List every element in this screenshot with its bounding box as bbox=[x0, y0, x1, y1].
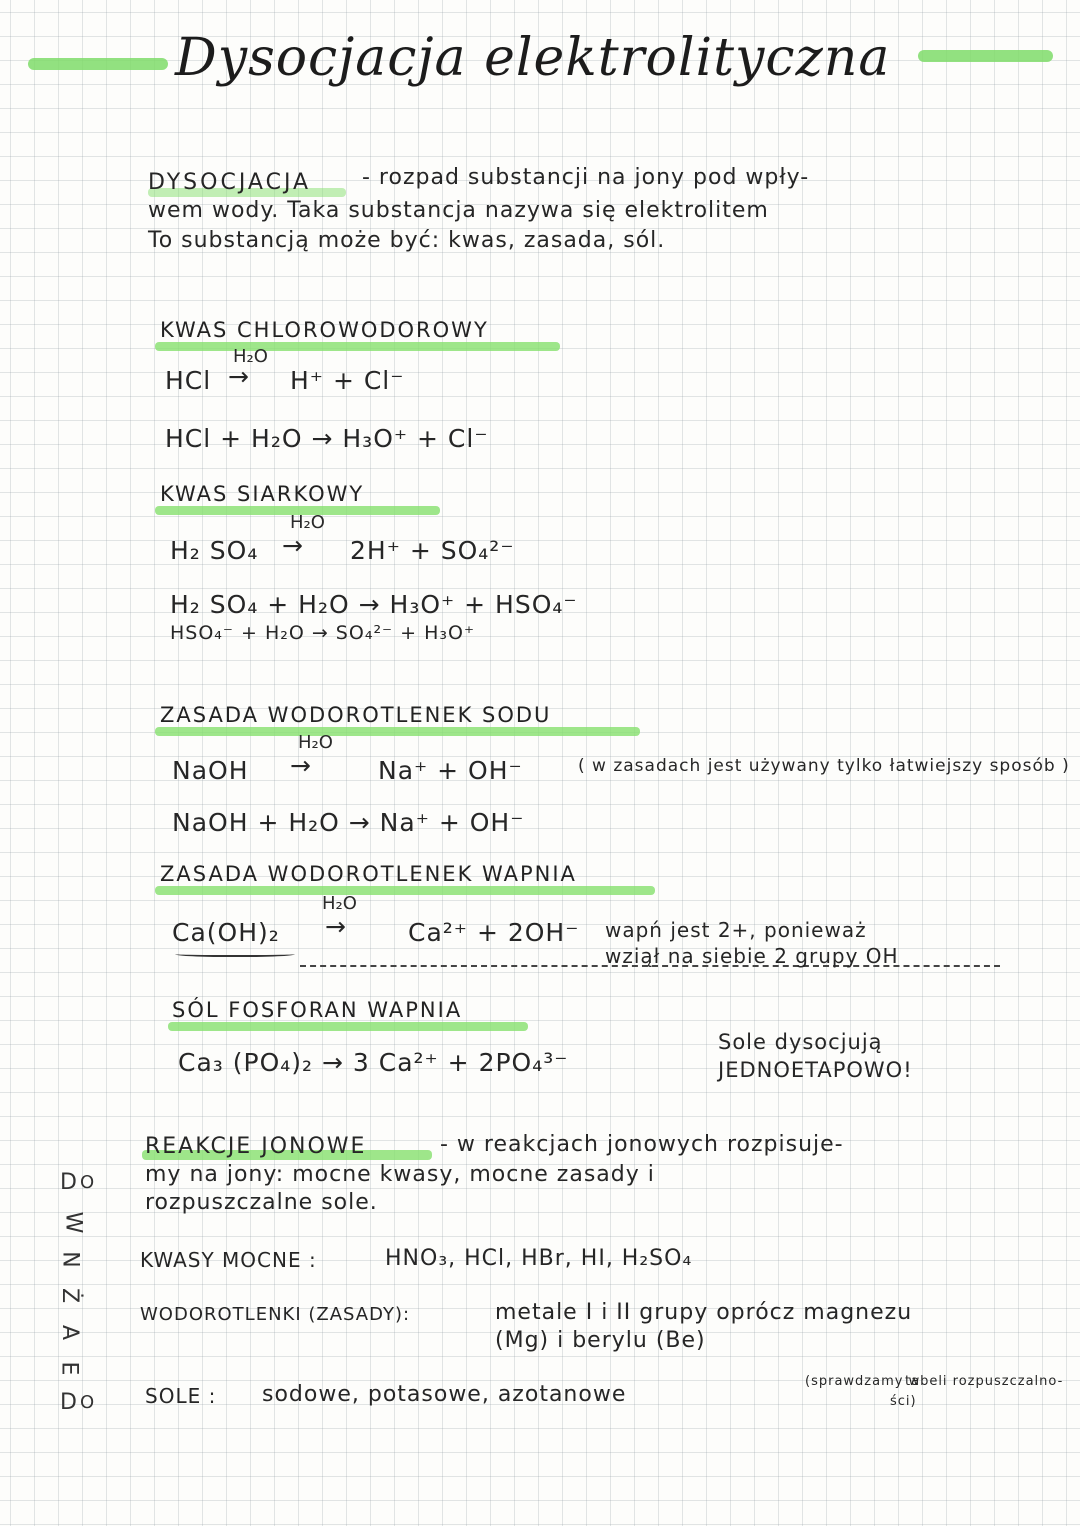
definition-line-2: wem wody. Taka substancja nazywa się elektrolitem bbox=[148, 198, 769, 223]
naoh-eq1-arrow: → bbox=[290, 751, 312, 780]
caoh-heading: ZASADA WODOROTLENEK WAPNIA bbox=[160, 862, 577, 886]
hcl-eq2: HCl + H₂O → H₃O⁺ + Cl⁻ bbox=[165, 424, 489, 453]
naoh-heading-highlight bbox=[155, 727, 640, 736]
hcl-arrow-label: H₂O bbox=[233, 346, 268, 367]
definition-line-1: - rozpad substancji na jony pod wpły- bbox=[362, 165, 810, 190]
hydroxides-value-line-1: metale I i II grupy oprócz magnezu bbox=[495, 1300, 913, 1325]
salts-note-line-3: ści) bbox=[890, 1394, 917, 1409]
margin-letter-7: E bbox=[56, 1361, 82, 1376]
ionic-line-3: rozpuszczalne sole. bbox=[145, 1190, 378, 1215]
h2so4-eq1-arrow: → bbox=[282, 531, 304, 560]
ionic-term: REAKCJE JONOWE bbox=[145, 1134, 367, 1159]
salts-note-line-2: tabeli rozpuszczalno- bbox=[905, 1374, 1064, 1389]
margin-letter-9: O bbox=[80, 1392, 95, 1413]
hcl-eq1-right: H⁺ + Cl⁻ bbox=[290, 366, 405, 395]
h2so4-eq1-left: H₂ SO₄ bbox=[170, 536, 259, 565]
h2so4-eq1-right: 2H⁺ + SO₄²⁻ bbox=[350, 536, 515, 565]
h2so4-eq3: HSO₄⁻ + H₂O → SO₄²⁻ + H₃O⁺ bbox=[170, 622, 475, 644]
naoh-eq2: NaOH + H₂O → Na⁺ + OH⁻ bbox=[172, 808, 525, 837]
caoh-eq-right: Ca²⁺ + 2OH⁻ bbox=[408, 918, 580, 947]
salts-value: sodowe, potasowe, azotanowe bbox=[262, 1382, 627, 1407]
title-highlight-left bbox=[28, 58, 168, 70]
margin-letter-8: D bbox=[60, 1390, 77, 1415]
salt-eq: Ca₃ (PO₄)₂ → 3 Ca²⁺ + 2PO₄³⁻ bbox=[178, 1048, 569, 1077]
naoh-eq1-left: NaOH bbox=[172, 756, 249, 785]
margin-letter-4: A bbox=[57, 1324, 83, 1341]
salt-note-line-1: Sole dysocjują bbox=[718, 1030, 883, 1054]
h2so4-arrow-label: H₂O bbox=[290, 512, 325, 533]
caoh-note-line-1: wapń jest 2+, ponieważ bbox=[605, 918, 867, 942]
salt-heading: SÓL FOSFORAN WAPNIA bbox=[172, 998, 463, 1022]
h2so4-heading: KWAS SIARKOWY bbox=[160, 482, 365, 506]
page-title: Dysocjacja elektrolityczna bbox=[175, 28, 891, 88]
margin-letter-1: D bbox=[60, 1170, 77, 1195]
margin-letter-5: Ż bbox=[57, 1287, 83, 1304]
h2so4-eq2: H₂ SO₄ + H₂O → H₃O⁺ + HSO₄⁻ bbox=[170, 590, 578, 619]
strong-acids-value: HNO₃, HCl, HBr, HI, H₂SO₄ bbox=[385, 1246, 693, 1271]
salts-label: SOLE : bbox=[145, 1384, 217, 1408]
ionic-line-1: - w reakcjach jonowych rozpisuje- bbox=[440, 1132, 844, 1157]
margin-letter-6: N bbox=[57, 1251, 83, 1268]
definition-line-3: To substancją może być: kwas, zasada, sól. bbox=[148, 228, 666, 253]
naoh-note: ( w zasadach jest używany tylko łatwiejszy sposób ) bbox=[578, 756, 1070, 776]
margin-letter-3: W bbox=[60, 1211, 86, 1234]
hcl-heading: KWAS CHLOROWODOROWY bbox=[160, 318, 489, 342]
hcl-eq1-arrow: → bbox=[228, 362, 250, 391]
naoh-arrow-label: H₂O bbox=[298, 732, 333, 753]
margin-letter-2: O bbox=[80, 1172, 95, 1193]
hydroxides-value-line-2: (Mg) i berylu (Be) bbox=[495, 1328, 706, 1353]
ionic-line-2: my na jony: mocne kwasy, mocne zasady i bbox=[145, 1162, 655, 1187]
naoh-eq1-right: Na⁺ + OH⁻ bbox=[378, 756, 523, 785]
hcl-heading-highlight bbox=[155, 342, 560, 351]
title-highlight-right bbox=[918, 50, 1053, 62]
hcl-eq1-left: HCl bbox=[165, 366, 212, 395]
hydroxides-label: WODOROTLENKI (ZASADY): bbox=[140, 1304, 411, 1325]
definition-term: DYSOCJACJA bbox=[148, 170, 312, 195]
naoh-heading: ZASADA WODOROTLENEK SODU bbox=[160, 703, 552, 727]
caoh-eq-left: Ca(OH)₂ bbox=[172, 918, 280, 947]
strong-acids-label: KWASY MOCNE : bbox=[140, 1248, 317, 1272]
caoh-note-line-2: wziął na siebie 2 grupy OH bbox=[605, 944, 899, 968]
salt-heading-highlight bbox=[168, 1022, 528, 1031]
caoh-eq-arrow: → bbox=[325, 912, 347, 941]
caoh-arrow-label: H₂O bbox=[322, 893, 357, 914]
caoh-heading-highlight bbox=[155, 886, 655, 895]
caoh-underline bbox=[175, 950, 295, 957]
salts-note-line-1: (sprawdzamy w bbox=[805, 1374, 921, 1389]
salt-note-line-2: JEDNOETAPOWO! bbox=[718, 1058, 913, 1082]
